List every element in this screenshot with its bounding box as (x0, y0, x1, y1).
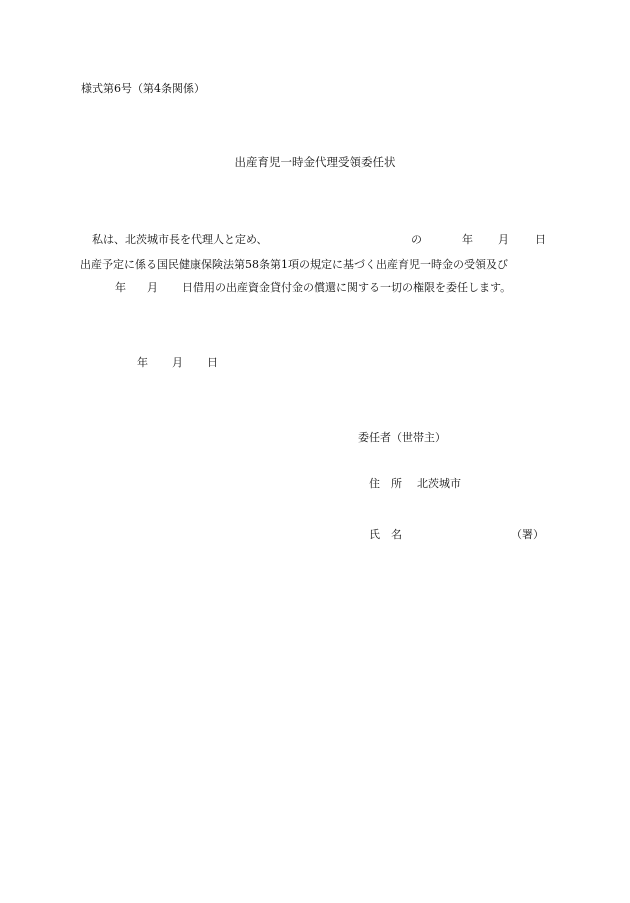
seal-mark: （署） (511, 528, 544, 541)
delegator-heading: 委任者（世帯主） (358, 431, 446, 444)
body-line-1-month: 月 (498, 233, 509, 246)
address-label: 住 所 (369, 477, 402, 490)
name-label: 氏 名 (369, 528, 402, 541)
date-year-label: 年 (137, 356, 148, 369)
form-number: 様式第6号（第4条関係） (81, 82, 205, 95)
document-title: 出産育児一時金代理受領委任状 (234, 155, 396, 169)
body-line-3-month: 月 (147, 281, 158, 294)
date-month-label: 月 (172, 356, 183, 369)
body-line-1-main: 私は、北茨城市長を代理人と定め、 (92, 233, 268, 246)
body-line-1-day: 日 (535, 233, 546, 246)
body-line-3-rest: 日借用の出産資金貸付金の償還に関する一切の権限を委任します。 (182, 281, 512, 294)
body-line-1-year: 年 (462, 233, 473, 246)
body-line-3-year: 年 (115, 281, 126, 294)
address-value: 北茨城市 (417, 477, 461, 490)
date-day-label: 日 (207, 356, 218, 369)
body-line-1-no: の (411, 233, 422, 246)
body-line-2: 出産予定に係る国民健康保険法第58条第1項の規定に基づく出産育児一時金の受領及び (80, 258, 508, 271)
